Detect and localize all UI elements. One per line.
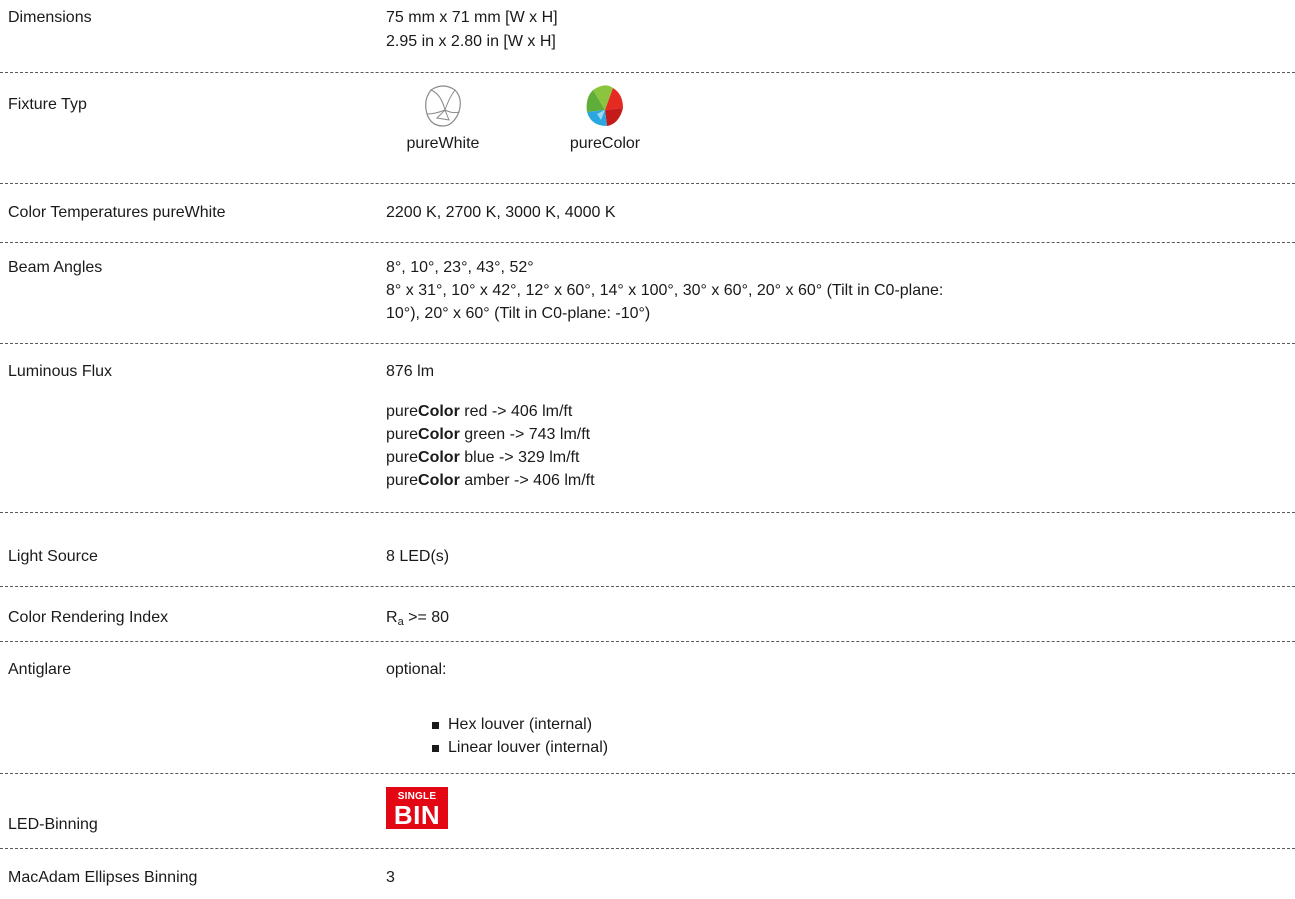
bullet-icon bbox=[432, 722, 439, 729]
value-dimensions-mm: 75 mm x 71 mm [W x H] bbox=[386, 9, 558, 26]
separator bbox=[0, 512, 1295, 513]
label-light-source: Light Source bbox=[8, 548, 98, 565]
value-beam-angles-3: 10°), 20° x 60° (Tilt in C0-plane: -10°) bbox=[386, 305, 651, 322]
value-antiglare: optional: bbox=[386, 661, 447, 678]
bullet-icon bbox=[432, 745, 439, 752]
label-color-temperatures: Color Temperatures pureWhite bbox=[8, 204, 226, 221]
label-fixture-type: Fixture Typ bbox=[8, 96, 87, 113]
label-cri: Color Rendering Index bbox=[8, 609, 169, 626]
label-luminous-flux: Luminous Flux bbox=[8, 363, 113, 380]
separator bbox=[0, 242, 1295, 243]
value-color-temperatures: 2200 K, 2700 K, 3000 K, 4000 K bbox=[386, 204, 616, 221]
fixture-purecolor bbox=[555, 84, 655, 154]
value-cri: $R_a >= 80$ bbox=[386, 609, 450, 628]
separator bbox=[0, 586, 1295, 587]
separator bbox=[0, 72, 1295, 73]
label-led-binning: LED-Binning bbox=[8, 816, 98, 833]
label-beam-angles: Beam Angles bbox=[8, 259, 103, 276]
single-bin-badge: SINGLE BIN bbox=[386, 787, 448, 829]
separator bbox=[0, 641, 1295, 642]
list-item: Linear louver (internal) bbox=[432, 738, 608, 758]
value-beam-angles-1: 8°, 10°, 23°, 43°, 52° bbox=[386, 259, 534, 276]
purecolor-icon bbox=[583, 84, 627, 128]
separator bbox=[0, 773, 1295, 774]
value-macadam: 3 bbox=[386, 869, 395, 886]
purewhite-icon bbox=[423, 84, 463, 128]
fixture-purecolor-label: pureColor bbox=[569, 135, 641, 152]
flux-item: pureColor green -> 743 lm/ft bbox=[386, 426, 591, 443]
label-dimensions: Dimensions bbox=[8, 9, 92, 26]
value-beam-angles-2: 8° x 31°, 10° x 42°, 12° x 60°, 14° x 100°, 30° x 60°, 20° x 60° (Tilt in C0-plane: bbox=[386, 282, 944, 299]
value-dimensions-in: 2.95 in x 2.80 in [W x H] bbox=[386, 33, 556, 50]
value-luminous-flux: 876 lm bbox=[386, 363, 435, 380]
fixture-purewhite bbox=[390, 84, 496, 154]
flux-item: pureColor amber -> 406 lm/ft bbox=[386, 472, 595, 489]
antiglare-list bbox=[432, 715, 608, 758]
list-item: Hex louver (internal) bbox=[432, 715, 608, 735]
value-light-source: 8 LED(s) bbox=[386, 548, 450, 565]
flux-item: pureColor blue -> 329 lm/ft bbox=[386, 449, 580, 466]
separator bbox=[0, 848, 1295, 849]
separator bbox=[0, 183, 1295, 184]
flux-item: pureColor red -> 406 lm/ft bbox=[386, 403, 573, 420]
separator bbox=[0, 343, 1295, 344]
label-antiglare: Antiglare bbox=[8, 661, 72, 678]
fixture-purewhite-label: pureWhite bbox=[406, 135, 480, 152]
label-macadam: MacAdam Ellipses Binning bbox=[8, 869, 198, 886]
